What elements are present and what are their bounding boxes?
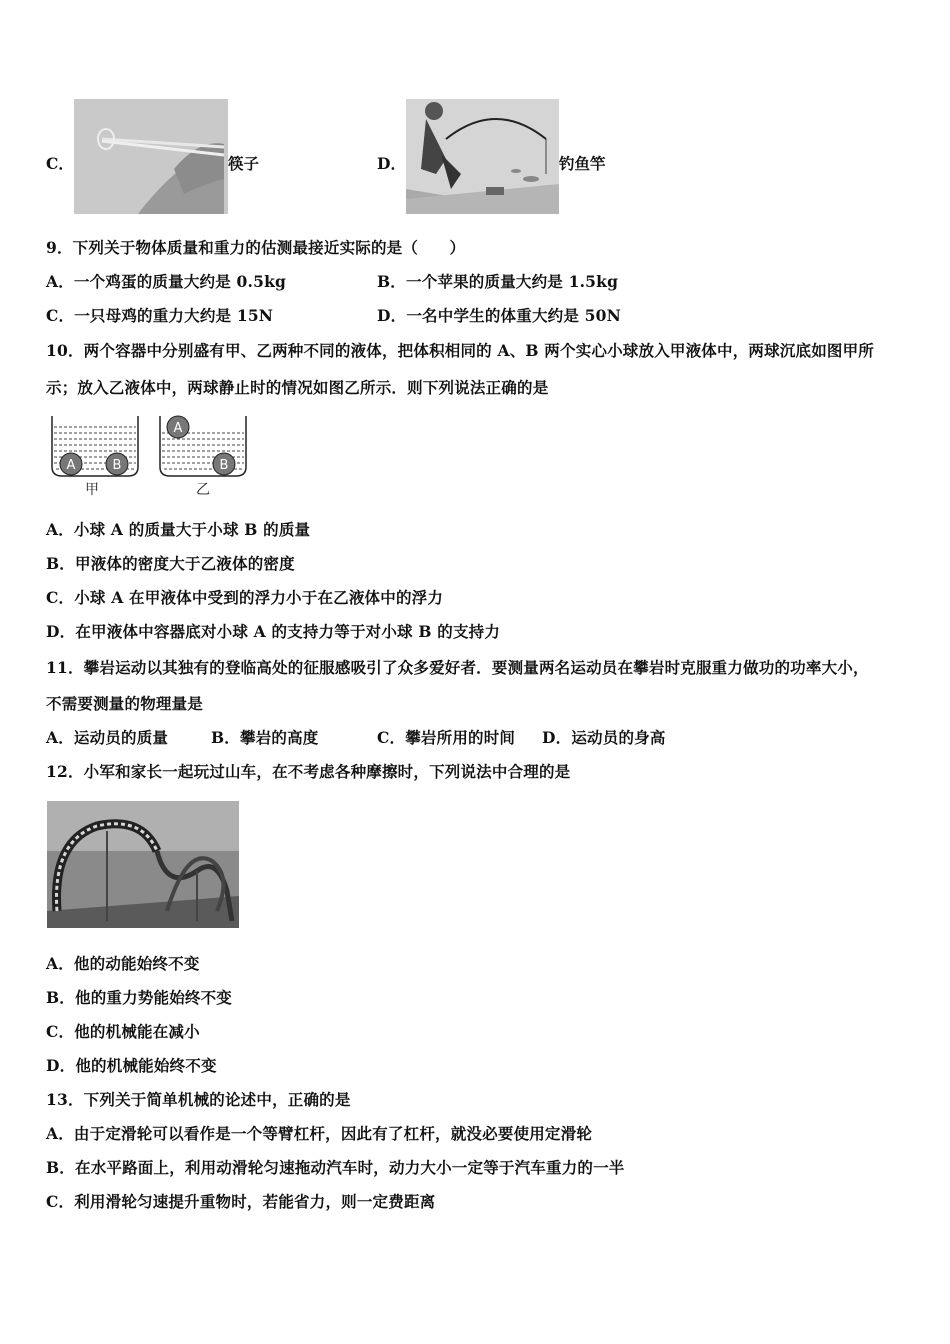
q9-option-d: D．一名中学生的体重大约是 50N — [377, 306, 621, 325]
q10-option-a: A．小球 A 的质量大于小球 B 的质量 — [46, 520, 311, 539]
ball-a-jia-label: A — [66, 458, 76, 473]
q11-stem-line1: 11．攀岩运动以其独有的登临高处的征服感吸引了众多爱好者．要测量两名运动员在攀岩时克服重力做功的功率大小， — [46, 658, 869, 677]
q11-stem-line2: 不需要测量的物理量是 — [46, 694, 204, 713]
container-yi — [160, 416, 246, 498]
q10-stem-line2: 示；放入乙液体中，两球静止时的情况如图乙所示．则下列说法正确的是 — [46, 378, 549, 397]
q12-option-b: B．他的重力势能始终不变 — [46, 988, 233, 1007]
q12-stem: 12．小军和家长一起玩过山车，在不考虑各种摩擦时，下列说法中合理的是 — [46, 762, 571, 781]
q9-option-a: A．一个鸡蛋的质量大约是 0.5kg — [46, 272, 287, 291]
q10-option-b: B．甲液体的密度大于乙液体的密度 — [46, 554, 295, 573]
q11-option-d: D．运动员的身高 — [542, 728, 666, 747]
q8-option-d-letter: D． — [377, 154, 406, 173]
roller-coaster-image — [47, 801, 239, 928]
ball-b-jia-label: B — [112, 458, 122, 473]
container-jia — [52, 416, 138, 498]
q11-option-a: A．运动员的质量 — [46, 728, 169, 747]
label-yi: 乙 — [196, 482, 210, 498]
q12-option-d: D．他的机械能始终不变 — [46, 1056, 217, 1075]
q10-option-c: C．小球 A 在甲液体中受到的浮力小于在乙液体中的浮力 — [46, 588, 444, 607]
label-jia: 甲 — [85, 482, 99, 498]
q13-option-a: A．由于定滑轮可以看作是一个等臂杠杆，因此有了杠杆，就没必要使用定滑轮 — [46, 1124, 593, 1143]
q9-option-b: B．一个苹果的质量大约是 1.5kg — [377, 272, 619, 291]
q11-option-c: C．攀岩所用的时间 — [377, 728, 516, 747]
q8-option-c-caption: 筷子 — [228, 154, 260, 173]
chopsticks-image — [74, 99, 228, 214]
q10-stem-line1: 10．两个容器中分别盛有甲、乙两种不同的液体，把体积相同的 A、B 两个实心小球放入甲液体中，两球沉底如图甲所 — [46, 341, 874, 360]
q13-option-c: C．利用滑轮匀速提升重物时，若能省力，则一定费距离 — [46, 1192, 436, 1211]
fishing-rod-image — [406, 99, 559, 214]
q11-option-b: B．攀岩的高度 — [211, 728, 319, 747]
q9-option-c: C．一只母鸡的重力大约是 15N — [46, 306, 274, 325]
q10-figure — [48, 412, 253, 498]
q10-option-d: D．在甲液体中容器底对小球 A 的支持力等于对小球 B 的支持力 — [46, 622, 501, 641]
q8-option-c-letter: C． — [46, 154, 74, 173]
q8-option-d-caption: 钓鱼竿 — [559, 154, 606, 173]
q12-option-a: A．他的动能始终不变 — [46, 954, 200, 973]
ball-a-yi-label: A — [173, 421, 183, 436]
q13-stem: 13．下列关于简单机械的论述中，正确的是 — [46, 1090, 351, 1109]
ball-b-yi-label: B — [219, 458, 229, 473]
q13-option-b: B．在水平路面上，利用动滑轮匀速拖动汽车时，动力大小一定等于汽车重力的一半 — [46, 1158, 625, 1177]
q12-option-c: C．他的机械能在减小 — [46, 1022, 200, 1041]
q9-stem: 9．下列关于物体质量和重力的估测最接近实际的是（ ） — [46, 238, 466, 257]
